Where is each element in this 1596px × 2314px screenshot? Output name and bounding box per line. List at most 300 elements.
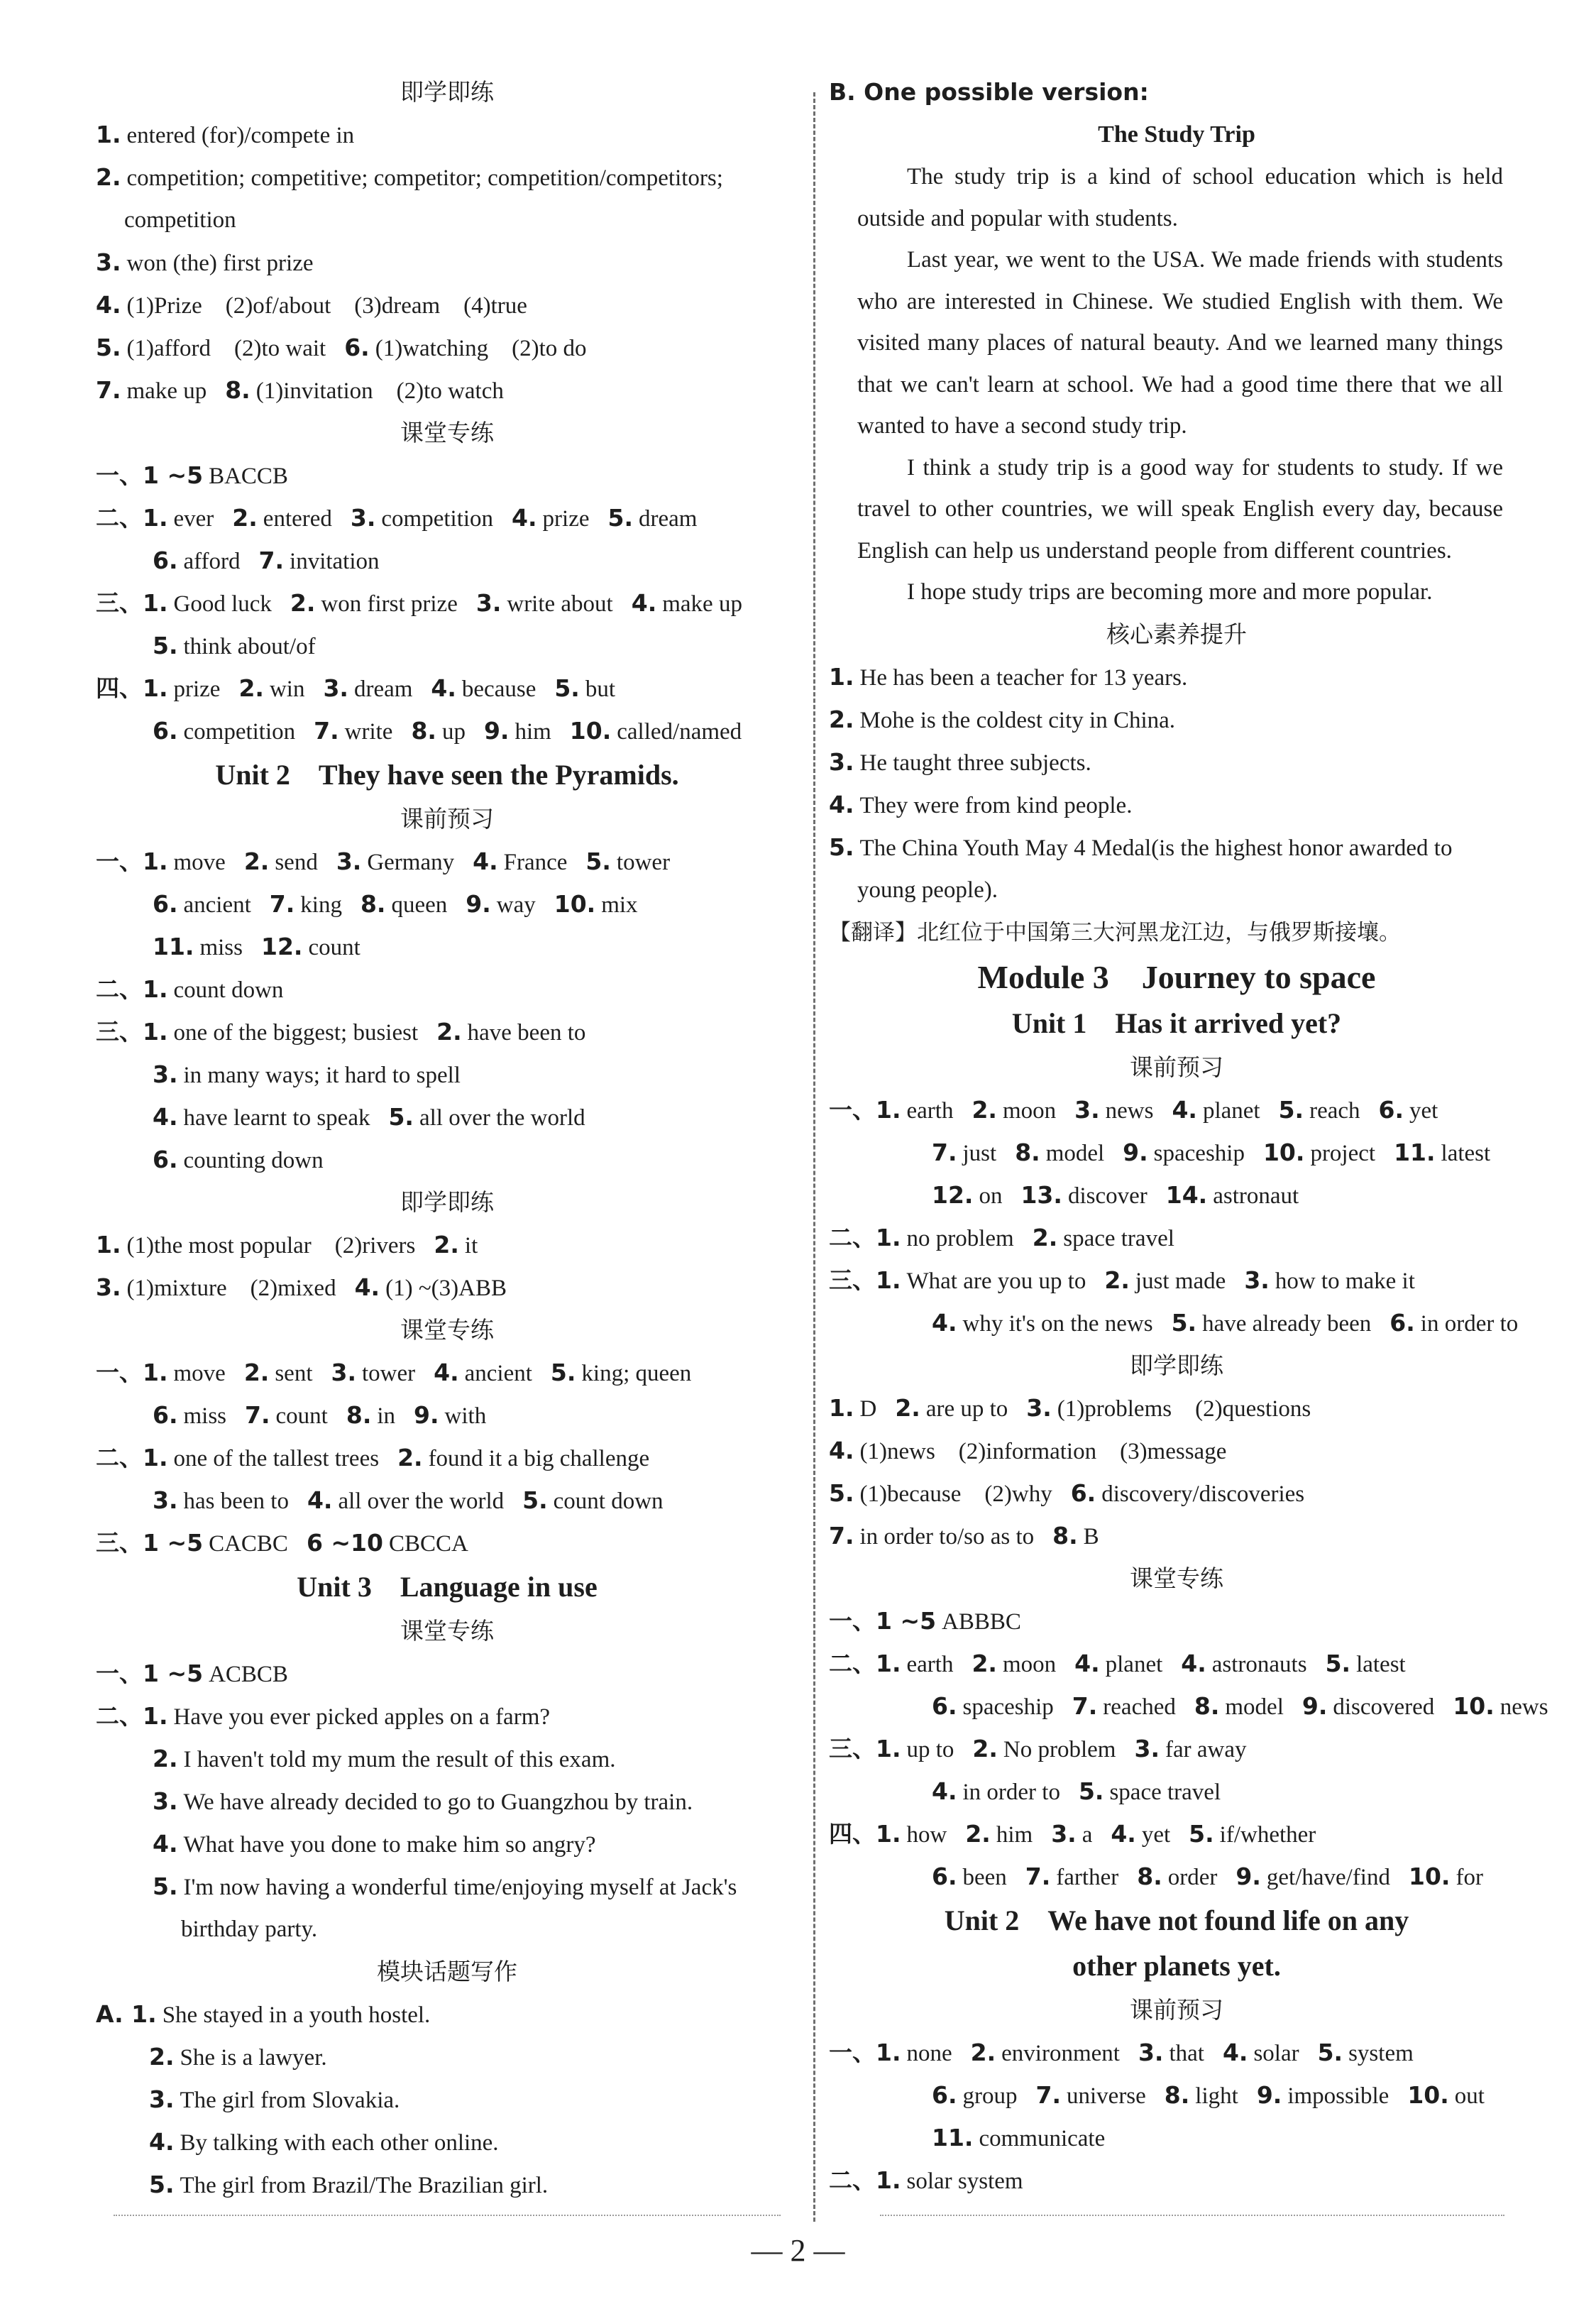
item-number: 8. (225, 376, 251, 404)
item-answer: (1)because (2)why (859, 1481, 1052, 1507)
item-answer: ABBBC (942, 1608, 1021, 1635)
item-answer: because (461, 676, 536, 702)
item-answer: afford (183, 549, 241, 574)
item-number: 4. (1222, 2038, 1248, 2066)
item-answer: space travel (1109, 1779, 1221, 1805)
item-answer: win (269, 676, 305, 702)
item-answer: it (464, 1233, 478, 1259)
item-answer: with (444, 1403, 487, 1429)
item-answer: tower (616, 850, 671, 875)
section-heading: 模块话题写作 (377, 1958, 517, 1985)
item-answer: ever (173, 506, 214, 532)
item-number: 11. (1394, 1138, 1436, 1166)
item-answer: queen (391, 892, 448, 918)
answer-line (829, 1685, 1548, 1728)
item-number: 6. (153, 890, 178, 918)
item-answer: planet (1105, 1651, 1163, 1677)
item-answer: won (the) first prize (126, 251, 314, 276)
item-number: 二、1. (829, 1649, 901, 1677)
item-number: 一、1. (829, 1095, 901, 1124)
item-number: 5. (554, 674, 580, 702)
item-answer: (1)afford (2)to wait (126, 336, 326, 361)
item-number: 6. (153, 1401, 178, 1429)
item-number: 3. (153, 1486, 178, 1514)
essay-paragraph: I hope study trips are becoming more and more popular. (907, 579, 1433, 605)
module-heading: Module 3 Journey to space (977, 958, 1376, 995)
item-number: 8. (411, 717, 436, 745)
unit-heading: other planets yet. (1072, 1949, 1281, 1982)
item-answer: invitation (290, 549, 380, 574)
answer-line (96, 454, 798, 497)
item-number: 4. (434, 1359, 459, 1386)
item-number: 2. (96, 163, 121, 191)
item-answer: spaceship (962, 1694, 1054, 1720)
item-answer: in order to (962, 1779, 1060, 1805)
item-answer: all over the world (338, 1488, 505, 1514)
item-number: 2. (434, 1231, 459, 1259)
answer-line (96, 1823, 798, 1865)
item-number: 2. (895, 1393, 920, 1422)
item-number: 三、1. (96, 589, 168, 617)
answer-line (829, 1089, 1524, 1131)
item-number: 7. (829, 1521, 854, 1550)
answer-line (96, 1652, 798, 1695)
answer-line (96, 1780, 798, 1823)
item-number: 7. (269, 890, 295, 918)
answer-line (96, 968, 798, 1011)
left-column (96, 71, 798, 2206)
answer-line (96, 327, 798, 369)
item-answer: project (1310, 1140, 1376, 1166)
item-answer: ancient (464, 1361, 532, 1386)
item-answer: system (1348, 2040, 1414, 2066)
item-number: 6. (344, 334, 370, 361)
answer-line (829, 1472, 1524, 1515)
item-number: 一、1 ~5 (96, 1660, 204, 1687)
item-answer: how (906, 1821, 947, 1848)
item-answer: write (344, 719, 393, 745)
item-number: 4. (829, 1436, 854, 1464)
item-answer: tower (362, 1361, 416, 1386)
item-number: 一、1 ~5 (96, 461, 204, 489)
item-number: 3. (331, 1359, 356, 1386)
item-number: 3. (153, 1787, 178, 1815)
item-number: 6. (1389, 1308, 1415, 1337)
item-number: 7. (96, 376, 121, 404)
answer-line (829, 826, 1524, 869)
item-answer: The girl from Slovakia. (180, 2088, 400, 2113)
column-divider (813, 92, 815, 2222)
item-answer: space travel (1063, 1225, 1174, 1251)
item-answer: a (1082, 1821, 1093, 1848)
item-number: 三、1 ~5 (96, 1529, 204, 1557)
item-number: 三、1. (829, 1266, 901, 1294)
page-number: — 2 — (751, 2233, 845, 2268)
item-number: 2. (965, 1819, 991, 1848)
item-number: 5. (1189, 1819, 1214, 1848)
item-answer: in order to/so as to (859, 1523, 1035, 1550)
item-number: 一、1. (829, 2038, 901, 2066)
answer-line (96, 2078, 798, 2121)
item-answer: (1)news (2)information (3)message (859, 1438, 1227, 1464)
item-number: 8. (1137, 1862, 1162, 1890)
item-answer: (1)Prize (2)of/about (3)dream (4)true (126, 293, 527, 319)
item-answer: The China Youth May 4 Medal(is the highest honor awarded to (859, 835, 1453, 861)
item-number: 9. (1235, 1862, 1261, 1890)
item-answer: have already been (1202, 1310, 1372, 1337)
item-number: 4. (932, 1308, 957, 1337)
unit-heading: Unit 1 Has it arrived yet? (1011, 1007, 1342, 1039)
item-answer: how to make it (1275, 1268, 1415, 1294)
item-number: 12. (932, 1180, 974, 1209)
item-answer: count down (173, 977, 284, 1003)
item-answer: have learnt to speak (183, 1105, 370, 1131)
answer-line (96, 1394, 798, 1437)
item-number: 6. (153, 717, 178, 745)
item-answer: solar (1253, 2040, 1299, 2066)
essay-body (829, 156, 1524, 613)
item-answer: Have you ever picked apples on a farm? (173, 1704, 551, 1730)
answer-line (96, 369, 798, 412)
answer-line (829, 698, 1524, 741)
item-answer: (1)watching (2)to do (375, 336, 587, 361)
item-number: 6. (1070, 1479, 1096, 1507)
item-answer: prize (542, 506, 590, 532)
item-number: 3. (149, 2085, 175, 2113)
answer-line (96, 582, 798, 625)
item-number: 1. (96, 121, 121, 148)
item-answer: He taught three subjects. (859, 750, 1091, 776)
item-number: 4. (354, 1273, 380, 1301)
right-column (829, 71, 1548, 2202)
item-number: 二、1. (96, 1702, 168, 1730)
item-number: 3. (1244, 1266, 1270, 1294)
answer-line (96, 1479, 798, 1522)
item-number: 4. (153, 1103, 178, 1131)
item-answer: called/named (617, 719, 742, 745)
item-answer: count down (553, 1488, 664, 1514)
item-number: 2. (436, 1018, 462, 1046)
item-answer: but (585, 676, 616, 702)
item-number: 3. (336, 848, 362, 875)
item-answer: dream (353, 676, 413, 702)
item-answer: discover (1067, 1183, 1148, 1209)
answer-line (829, 784, 1524, 826)
answer-line (96, 667, 798, 710)
item-answer: Mohe is the coldest city in China. (859, 707, 1176, 733)
item-number: 5. (550, 1359, 576, 1386)
item-answer: light (1195, 2083, 1238, 2109)
item-number: 7. (1072, 1691, 1098, 1720)
item-number: 四、1. (829, 1819, 901, 1848)
item-answer: I'm now having a wonderful time/enjoying myself at Jack's (183, 1875, 737, 1900)
answer-line (829, 1643, 1524, 1685)
item-answer: up to (906, 1736, 954, 1762)
section-heading: 即学即练 (1130, 1351, 1223, 1379)
item-number: 10. (1262, 1138, 1305, 1166)
item-number: 7. (314, 717, 339, 745)
answer-line (96, 883, 798, 926)
item-answer: Good luck (173, 591, 272, 617)
item-number: 3. (96, 248, 121, 276)
item-answer: think about/of (183, 634, 316, 659)
item-number: 二、1. (96, 1444, 168, 1471)
item-answer: She stayed in a youth hostel. (162, 2002, 431, 2028)
answer-line (96, 1738, 798, 1780)
item-number: 2. (970, 2038, 996, 2066)
item-number: 12. (261, 933, 303, 960)
answer-line (96, 625, 798, 667)
item-answer: all over the world (419, 1105, 585, 1131)
item-number: 4. (96, 291, 121, 319)
item-answer: BACCB (209, 464, 288, 489)
item-number: 三、1. (96, 1018, 168, 1046)
item-answer: count (308, 935, 361, 960)
item-number: 8. (360, 890, 386, 918)
item-answer: yet (1141, 1821, 1171, 1848)
item-answer: counting down (183, 1148, 324, 1173)
item-answer: spaceship (1153, 1140, 1245, 1166)
item-answer: in (377, 1403, 396, 1429)
answer-line: birthday party. (181, 1917, 318, 1942)
section-heading: 课堂专练 (400, 419, 494, 446)
item-number: 6. (153, 1146, 178, 1173)
item-answer: prize (173, 676, 221, 702)
answer-line: young people). (857, 877, 998, 903)
answer-line (96, 1351, 798, 1394)
item-answer: has been to (183, 1488, 289, 1514)
item-number: 3. (1074, 1095, 1100, 1124)
item-number: 8. (1052, 1521, 1078, 1550)
item-answer: (1) ~(3)ABB (385, 1276, 507, 1301)
translation-note: 【翻译】北红位于中国第三大河黑龙江边，与俄罗斯接壤。 (829, 919, 1401, 945)
item-answer: won first prize (321, 591, 458, 617)
item-number: 4. (1172, 1095, 1197, 1124)
item-number: 5. (607, 504, 633, 532)
item-answer: solar system (906, 2168, 1023, 2194)
item-answer: B (1083, 1523, 1099, 1550)
answer-line (96, 1096, 798, 1139)
item-answer: competition (183, 719, 296, 745)
item-number: 5. (585, 848, 611, 875)
item-number: 6. (932, 1691, 957, 1720)
item-answer: on (979, 1183, 1003, 1209)
item-answer: By talking with each other online. (180, 2130, 499, 2156)
item-answer: why it's on the news (962, 1310, 1153, 1337)
answer-line (96, 1695, 798, 1738)
item-number: 2. (972, 1095, 997, 1124)
item-number: 5. (149, 2171, 175, 2198)
item-answer: moon (1002, 1097, 1057, 1124)
answer-line (829, 1174, 1524, 1217)
item-number: 3. (350, 504, 376, 532)
answer-line (96, 2036, 798, 2078)
item-number: 2. (232, 504, 258, 532)
item-number: 3. (1138, 2038, 1164, 2066)
item-answer: move (173, 1361, 226, 1386)
section-heading: 核心素养提升 (1106, 620, 1247, 648)
answer-line (829, 656, 1524, 698)
answer-line (829, 1770, 1524, 1813)
item-number: 5. (829, 1479, 854, 1507)
item-answer: up (441, 719, 466, 745)
item-answer: model (1045, 1140, 1105, 1166)
item-answer: No problem (1003, 1736, 1116, 1762)
item-number: 2. (972, 1734, 998, 1762)
item-number: 10. (1408, 1862, 1451, 1890)
item-answer: earth (906, 1097, 954, 1124)
answer-line (829, 1217, 1524, 1259)
item-answer: She is a lawyer. (180, 2045, 327, 2071)
section-heading: 课堂专练 (1130, 1564, 1223, 1592)
essay-paragraph: I think a study trip is a good way for students to study. If we travel to other countries, we will speak English every day, because English can help us understand people from different countries. (857, 454, 1503, 564)
item-number: 一、1. (96, 1359, 168, 1386)
item-number: 2. (243, 1359, 270, 1386)
item-number: 四、1. (96, 674, 168, 702)
item-answer: way (496, 892, 536, 918)
answer-line (829, 1855, 1524, 1898)
answer-line (829, 1813, 1524, 1855)
item-answer: just (962, 1140, 997, 1166)
item-number: 5. (153, 1872, 178, 1900)
answer-line (96, 497, 798, 539)
item-number: 10. (569, 717, 612, 745)
item-answer: make up (662, 591, 742, 617)
item-answer: communicate (979, 2125, 1106, 2151)
answer-line (829, 2159, 1524, 2202)
answer-line (829, 1430, 1524, 1472)
answer-line (829, 2117, 1524, 2159)
item-number: 5. (388, 1103, 414, 1131)
item-number: 2. (829, 705, 854, 733)
item-answer: Germany (367, 850, 455, 875)
item-answer: entered (for)/compete in (126, 123, 355, 148)
item-answer: astronaut (1213, 1183, 1299, 1209)
answer-line (96, 710, 798, 752)
item-number: 5. (153, 632, 178, 659)
item-answer: are up to (925, 1395, 1008, 1422)
item-answer: king (300, 892, 342, 918)
item-answer: have been to (467, 1020, 586, 1046)
answer-line (96, 156, 798, 199)
answer-line (96, 2121, 798, 2164)
item-answer: reach (1309, 1097, 1360, 1124)
answer-line (829, 1728, 1524, 1770)
item-number: 3. (153, 1060, 178, 1088)
item-answer: one of the biggest; busiest (173, 1020, 419, 1046)
item-answer: (1)invitation (2)to watch (255, 378, 504, 404)
item-number: A. 1. (96, 2000, 157, 2028)
item-answer: competition; competitive; competitor; competition/competitors; (126, 165, 723, 191)
item-answer: move (173, 850, 226, 875)
item-answer: count (275, 1403, 328, 1429)
item-answer: We have already decided to go to Guangzhou by train. (183, 1789, 693, 1815)
item-number: 2. (243, 848, 270, 875)
item-number: 3. (323, 674, 348, 702)
item-answer: The girl from Brazil/The Brazilian girl. (180, 2173, 549, 2198)
essay-title: The Study Trip (1098, 121, 1255, 148)
item-answer: What have you done to make him so angry? (183, 1832, 596, 1858)
item-answer: far away (1165, 1736, 1247, 1762)
item-number: 5. (1317, 2038, 1343, 2066)
item-answer: discovery/discoveries (1101, 1481, 1305, 1507)
item-answer: sent (275, 1361, 313, 1386)
section-heading: 即学即练 (400, 1188, 494, 1216)
answer-line (829, 1600, 1524, 1643)
item-number: 3. (1026, 1393, 1052, 1422)
item-number: 10. (554, 890, 596, 918)
item-answer: miss (199, 935, 243, 960)
item-answer: if/whether (1219, 1821, 1316, 1848)
item-number: 9. (414, 1401, 439, 1429)
item-number: 6. (1378, 1095, 1404, 1124)
item-number: 7. (245, 1401, 270, 1429)
item-number: 2. (1032, 1223, 1058, 1251)
answer-line (829, 2031, 1524, 2074)
item-answer: ACBCB (209, 1662, 288, 1687)
item-number: 9. (483, 717, 510, 745)
item-number: 3. (1134, 1734, 1160, 1762)
item-answer: miss (183, 1403, 227, 1429)
item-number: 8. (346, 1401, 372, 1429)
writing-version-label: B. One possible version: (829, 78, 1149, 106)
item-answer: news (1105, 1097, 1154, 1124)
item-number: 二、1. (96, 504, 168, 532)
answer-line (96, 1053, 798, 1096)
item-number: 一、1 ~5 (829, 1606, 937, 1635)
answer-line (96, 2164, 798, 2206)
item-answer: for (1455, 1864, 1483, 1890)
answer-line (96, 1993, 798, 2036)
item-number: 二、1. (829, 1223, 901, 1251)
section-heading: 课堂专练 (400, 1316, 494, 1344)
item-answer: He has been a teacher for 13 years. (859, 664, 1188, 691)
item-number: 3. (1051, 1819, 1077, 1848)
answer-line (96, 840, 798, 883)
answer-line (96, 539, 798, 582)
answer-line (96, 114, 798, 156)
item-answer: They were from kind people. (859, 792, 1133, 818)
answer-line (96, 1266, 798, 1309)
essay-paragraph: Last year, we went to the USA. We made friends with students who are interested in Chinese. We studied English with them. We visited many places of natural beauty. And we learned many things that we can't learn at school. We had a good time there that we all wanted to have a second study trip. (857, 247, 1503, 439)
item-answer: been (962, 1864, 1007, 1890)
item-number: 9. (1301, 1691, 1328, 1720)
item-answer: farther (1056, 1864, 1119, 1890)
answer-line (96, 1437, 798, 1479)
item-answer: just made (1135, 1268, 1226, 1294)
item-answer: entered (263, 506, 332, 532)
item-answer: order (1167, 1864, 1218, 1890)
answer-line (96, 1865, 798, 1908)
item-answer: send (275, 850, 318, 875)
item-answer: I haven't told my mum the result of this exam. (183, 1747, 616, 1772)
item-number: 9. (466, 890, 491, 918)
item-number: 4. (431, 674, 456, 702)
item-answer: mix (601, 892, 638, 918)
item-answer: astronauts (1211, 1651, 1307, 1677)
answer-line (829, 741, 1524, 784)
item-number: 4. (149, 2128, 175, 2156)
item-number: 6. (932, 2080, 957, 2109)
answer-line (829, 1387, 1524, 1430)
item-answer: ancient (183, 892, 251, 918)
item-number: 9. (1123, 1138, 1148, 1166)
item-answer: What are you up to (906, 1268, 1086, 1294)
item-answer: (1)the most popular (2)rivers (126, 1233, 416, 1259)
item-number: 10. (1407, 2080, 1449, 2109)
item-answer: reached (1103, 1694, 1176, 1720)
item-number: 14. (1165, 1180, 1208, 1209)
